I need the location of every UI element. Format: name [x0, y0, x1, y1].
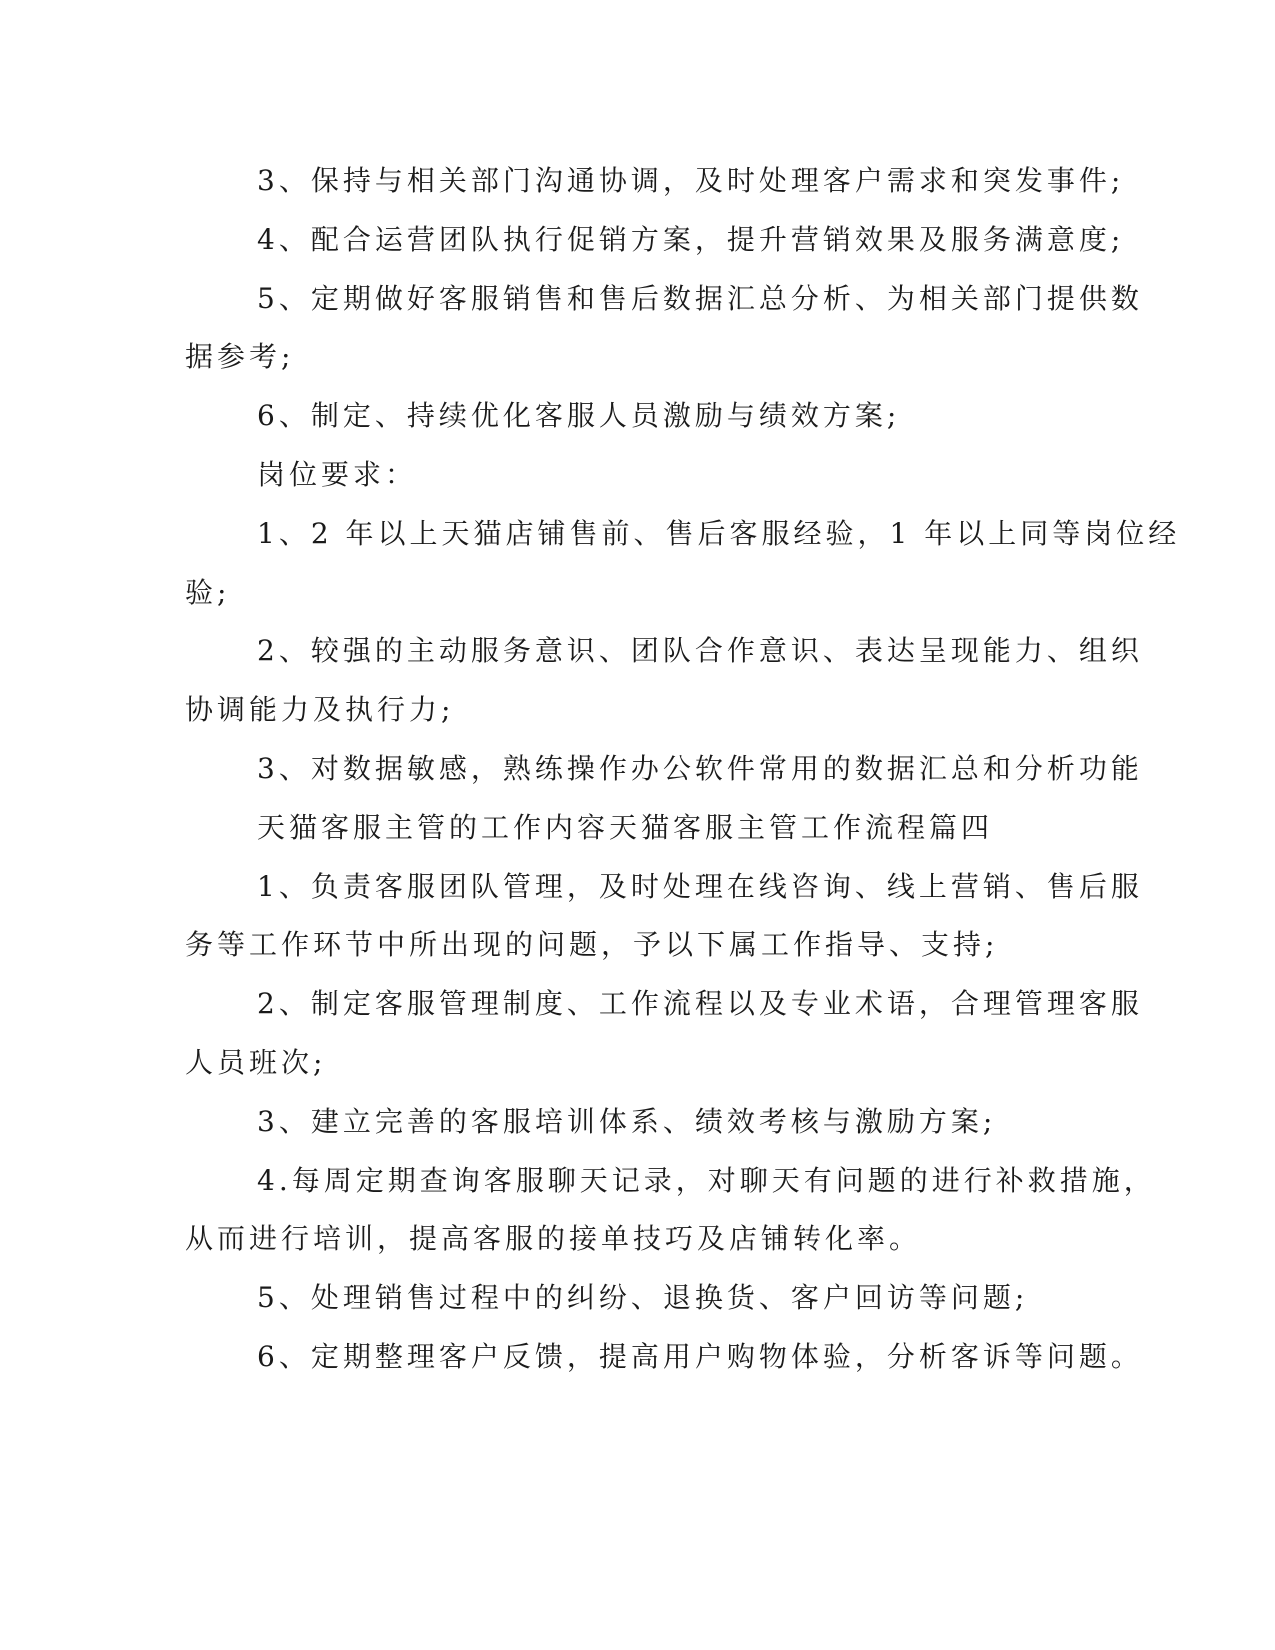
- text-line: 1、负责客服团队管理，及时处理在线咨询、线上营销、售后服: [257, 870, 1143, 903]
- text-line: 4.每周定期查询客服聊天记录，对聊天有问题的进行补救措施，: [257, 1164, 1156, 1197]
- text-line: 据参考;: [185, 340, 295, 373]
- text-line: 务等工作环节中所出现的问题，予以下属工作指导、支持;: [185, 928, 999, 961]
- text-line: 验;: [185, 576, 231, 609]
- text-line: 6、制定、持续优化客服人员激励与绩效方案;: [257, 399, 901, 432]
- section-heading: 岗位要求：: [257, 458, 418, 491]
- text-line: 6、定期整理客户反馈，提高用户购物体验，分析客诉等问题。: [257, 1340, 1143, 1373]
- section-heading: 天猫客服主管的工作内容天猫客服主管工作流程篇四: [257, 811, 994, 844]
- text-line: 4、配合运营团队执行促销方案，提升营销效果及服务满意度;: [257, 223, 1125, 256]
- text-line: 从而进行培训，提高客服的接单技巧及店铺转化率。: [185, 1222, 922, 1255]
- text-line: 1、2 年以上天猫店铺售前、售后客服经验，1 年以上同等岗位经: [257, 517, 1181, 550]
- text-line: 3、建立完善的客服培训体系、绩效考核与激励方案;: [257, 1105, 997, 1138]
- text-line: 人员班次;: [185, 1046, 327, 1079]
- text-line: 5、处理销售过程中的纠纷、退换货、客户回访等问题;: [257, 1281, 1029, 1314]
- text-line: 3、保持与相关部门沟通协调，及时处理客户需求和突发事件;: [257, 164, 1125, 197]
- text-line: 2、较强的主动服务意识、团队合作意识、表达呈现能力、组织: [257, 634, 1143, 667]
- text-line: 协调能力及执行力;: [185, 693, 455, 726]
- text-line: 5、定期做好客服销售和售后数据汇总分析、为相关部门提供数: [257, 282, 1143, 315]
- text-line: 3、对数据敏感，熟练操作办公软件常用的数据汇总和分析功能: [257, 752, 1143, 785]
- text-line: 2、制定客服管理制度、工作流程以及专业术语，合理管理客服: [257, 987, 1143, 1020]
